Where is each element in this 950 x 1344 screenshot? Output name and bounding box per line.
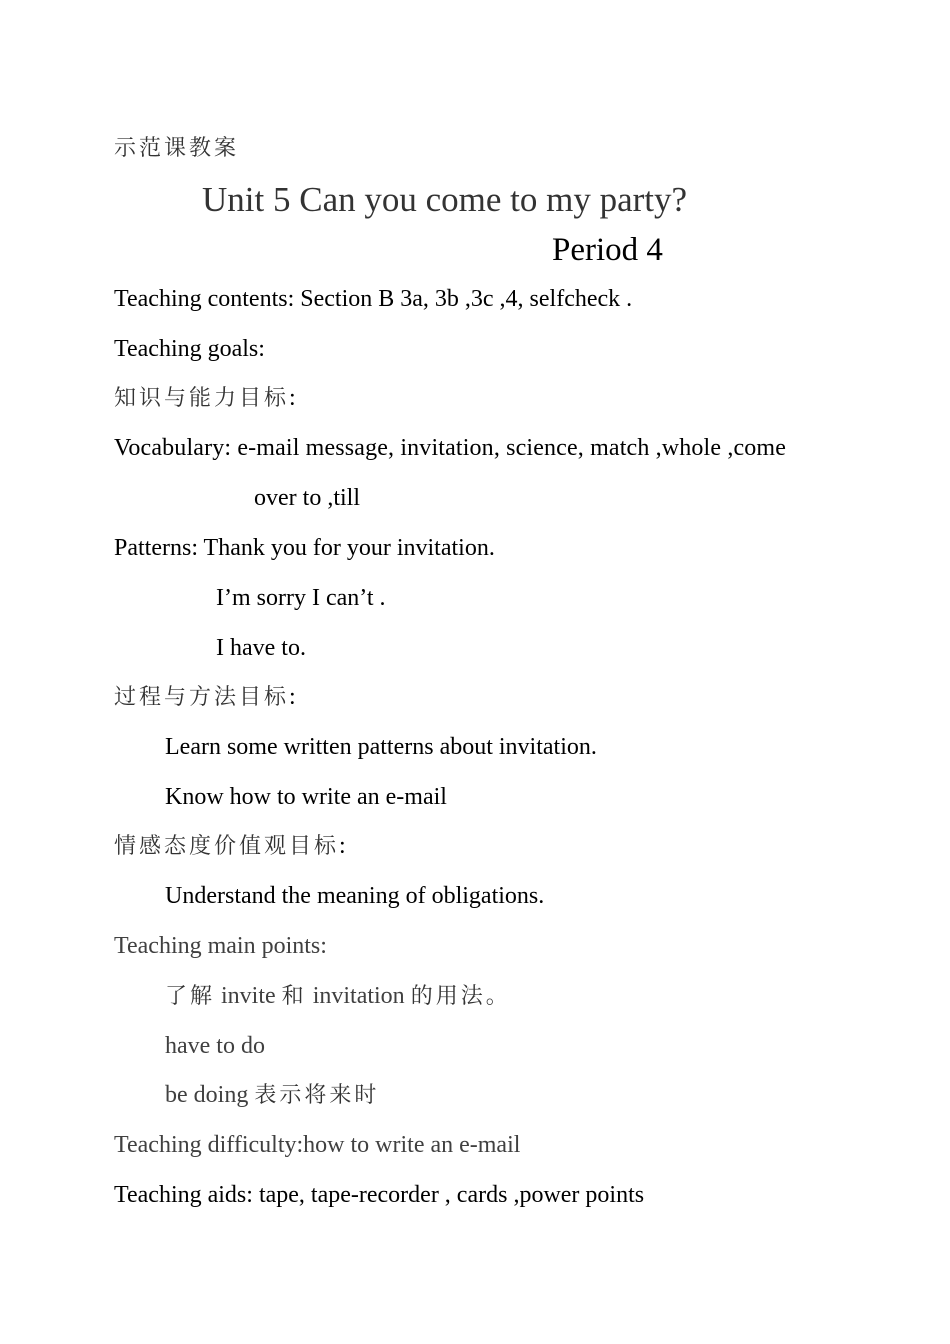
main-points-label: Teaching main points: bbox=[114, 933, 327, 959]
teaching-goals-label: Teaching goals: bbox=[114, 336, 265, 362]
page-title: Unit 5 Can you come to my party? bbox=[202, 180, 688, 219]
teaching-difficulty: Teaching difficulty:how to write an e-mail bbox=[114, 1132, 521, 1158]
main-points-item-1 bbox=[165, 981, 511, 1012]
vocabulary-line-1: Vocabulary: e-mail message, invitation, science, match ,whole ,come bbox=[114, 435, 787, 461]
vocabulary-line-2: over to ,till bbox=[254, 485, 360, 511]
patterns-line-1: Patterns: Thank you for your invitation. bbox=[114, 535, 495, 561]
emotion-heading-colon: : bbox=[339, 833, 346, 859]
main-point-1-en-b: invitation bbox=[306, 983, 411, 1009]
process-heading-colon: : bbox=[289, 684, 296, 710]
process-item-2: Know how to write an e-mail bbox=[165, 784, 447, 810]
patterns-line-2: I’m sorry I can’t . bbox=[216, 585, 386, 611]
knowledge-heading-text: 知识与能力目标 bbox=[114, 386, 290, 411]
main-point-1-cjk-a: 了解 bbox=[165, 984, 216, 1009]
period-heading: Period 4 bbox=[552, 232, 663, 268]
teaching-aids: Teaching aids: tape, tape-recorder , cards ,power points bbox=[114, 1182, 645, 1208]
process-item-1: Learn some written patterns about invitation. bbox=[165, 734, 597, 760]
doc-label: 示范课教案 bbox=[114, 136, 240, 161]
patterns-line-3: I have to. bbox=[216, 635, 306, 661]
main-point-3-en: be doing bbox=[165, 1082, 255, 1108]
main-points-item-3 bbox=[165, 1080, 379, 1111]
process-goals-heading bbox=[114, 682, 296, 713]
teaching-contents: Teaching contents: Section B 3a, 3b ,3c ,4, selfcheck . bbox=[114, 286, 633, 312]
main-point-1-en-a: invite bbox=[215, 983, 282, 1009]
emotion-heading-text: 情感态度价值观目标 bbox=[114, 834, 340, 859]
emotion-item-1: Understand the meaning of obligations. bbox=[165, 883, 545, 909]
knowledge-goals-heading bbox=[114, 383, 296, 414]
emotion-goals-heading bbox=[114, 831, 346, 862]
knowledge-heading-colon: : bbox=[289, 385, 296, 411]
main-point-1-cjk-c: 的用法。 bbox=[410, 984, 511, 1009]
process-heading-text: 过程与方法目标 bbox=[114, 685, 290, 710]
main-point-3-cjk: 表示将来时 bbox=[254, 1083, 380, 1108]
main-point-1-cjk-b: 和 bbox=[281, 984, 307, 1009]
main-points-item-2: have to do bbox=[165, 1033, 265, 1059]
